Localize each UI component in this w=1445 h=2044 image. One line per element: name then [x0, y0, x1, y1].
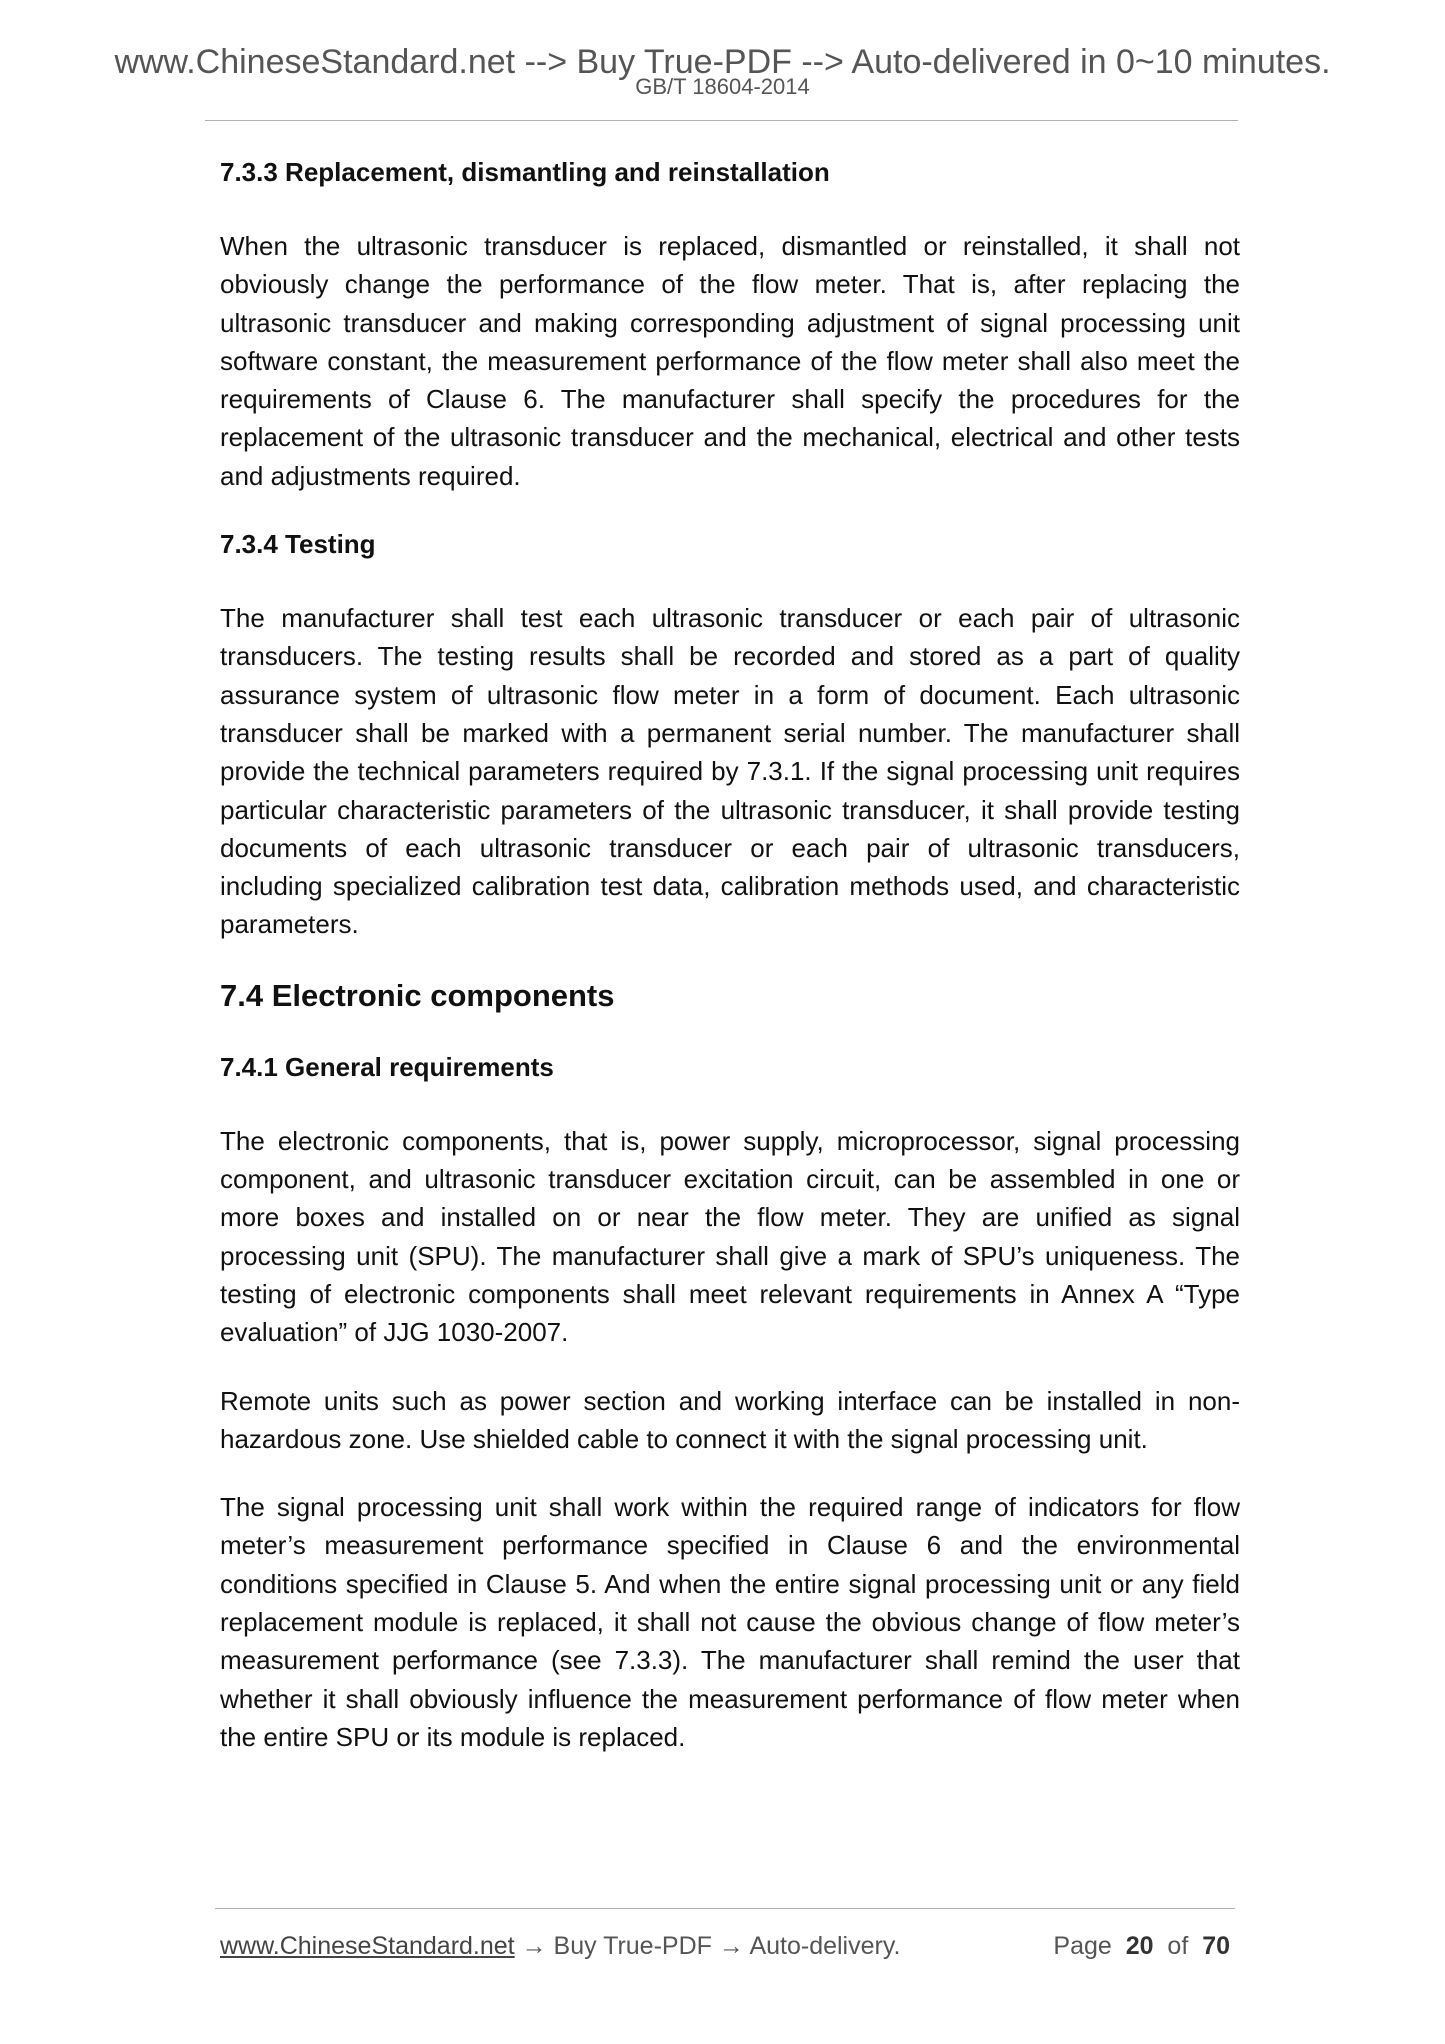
paragraph-7-4-1-a: The electronic components, that is, power supply, microprocessor, signal processing component, and ultrasonic transducer excitation circuit, can be assembled in one or more boxes and installed on or near the flow meter. They are unified as signal processing unit (SPU). The manufacturer shall give a mark of SPU’s uniqueness. The testing of electronic components shall meet relevant requirements in Annex A “Type evaluation” of JJG 1030-2007.: [220, 1125, 1240, 1348]
standard-number: GB/T 18604-2014: [635, 74, 810, 99]
header-divider: [205, 120, 1238, 121]
section-heading-7-3-4: 7.3.4 Testing: [220, 529, 376, 560]
page-of-label: of: [1167, 1932, 1189, 1960]
paragraph-7-4-1-c: The signal processing unit shall work within the required range of indicators for flow meter’s measurement performance specified in Clause 6 and the environmental conditions specified in Clause 5. And when the entire signal processing unit or any field replacement module is replaced, it shall not cause the obvious change of flow meter’s measurement performance (see 7.3.3). The manufacturer shall remind the user that whether it shall obviously influence the measurement performance of flow meter when the entire SPU or its module is replaced.: [220, 1492, 1240, 1752]
footer-divider: [215, 1908, 1235, 1909]
section-heading-7-4: 7.4 Electronic components: [220, 977, 615, 1013]
footer-delivery-text: Auto-delivery.: [749, 1932, 901, 1960]
footer-site-link[interactable]: www.ChineseStandard.net: [220, 1932, 515, 1960]
paragraph-7-3-4: The manufacturer shall test each ultrasonic transducer or each pair of ultrasonic transducers. The testing results shall be recorded and stored as a part of quality assurance system of ultrasonic flow meter in a form of document. Each ultrasonic transducer shall be marked with a permanent serial number. The manufacturer shall provide the technical parameters required by 7.3.1. If the signal processing unit requires particular characteristic parameters of the ultrasonic transducer, it shall provide testing documents of each ultrasonic transducer or each pair of ultrasonic transducers, including specialized calibration test data, calibration methods used, and characteristic parameters.: [220, 603, 1240, 940]
paragraph-7-4-1-b: Remote units such as power section and working interface can be installed in non-hazardous zone. Use shielded cable to connect it with the signal processing unit.: [220, 1385, 1240, 1454]
arrow-right-icon: →: [718, 1932, 744, 1960]
footer-promo: [220, 1929, 900, 1963]
page-footer: [220, 1929, 1230, 1963]
page-total: 70: [1202, 1932, 1230, 1960]
footer-buy-text: Buy True-PDF: [553, 1932, 712, 1960]
paragraph-7-3-3: When the ultrasonic transducer is replaced, dismantled or reinstalled, it shall not obviously change the performance of the flow meter. That is, after replacing the ultrasonic transducer and making corresponding adjustment of signal processing unit software constant, the measurement performance of the flow meter shall also meet the requirements of Clause 6. The manufacturer shall specify the procedures for the replacement of the ultrasonic transducer and the mechanical, electrical and other tests and adjustments required.: [220, 231, 1240, 491]
page-body: [220, 153, 1240, 1786]
section-heading-7-4-1: 7.4.1 General requirements: [220, 1051, 554, 1082]
section-heading-7-3-3: 7.3.3 Replacement, dismantling and reinstallation: [220, 157, 830, 187]
page-number: [1053, 1929, 1230, 1963]
header-banner: www.ChineseStandard.net --> Buy True-PDF --> Auto-delivered in 0~10 minutes.: [114, 43, 1331, 81]
page-current: 20: [1125, 1932, 1154, 1960]
page-label: Page: [1053, 1932, 1112, 1960]
arrow-right-icon: →: [521, 1932, 547, 1960]
